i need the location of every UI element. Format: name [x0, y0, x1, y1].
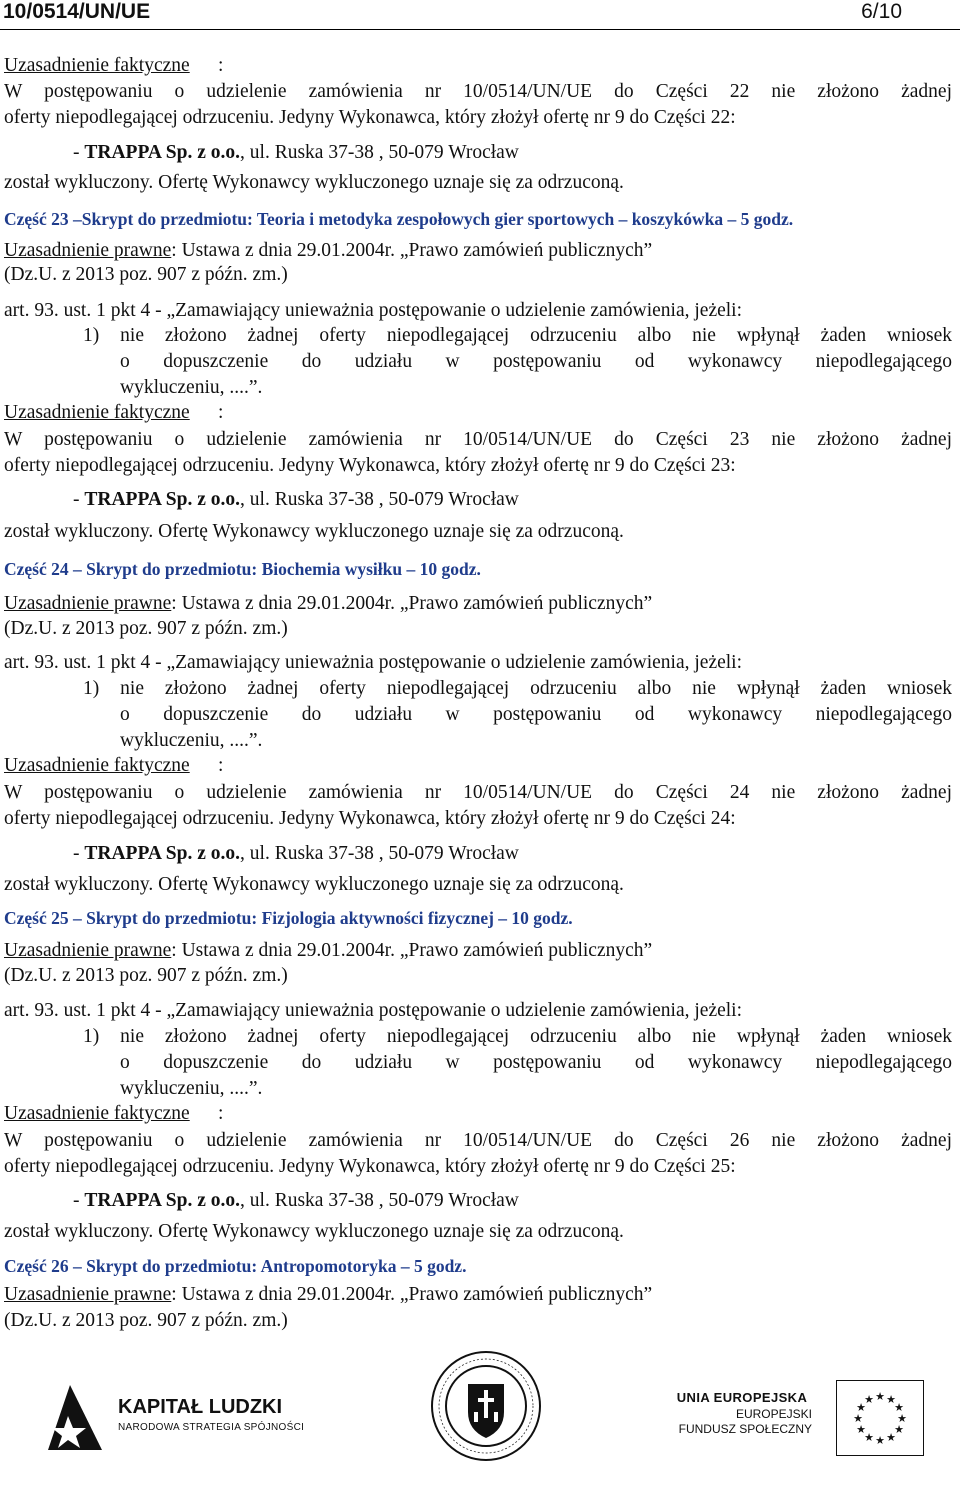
eu-text: [672, 1390, 812, 1436]
fact-text-line: oferty niepodlegającej odrzuceniu. Jedyny Wykonawca, który złożył ofertę nr 9 do Części 22:: [4, 107, 736, 128]
prawne-label: Uzasadnienie prawne: [4, 593, 172, 614]
prawne-label: Uzasadnienie prawne: [4, 1284, 172, 1305]
excluded-text: został wykluczony. Ofertę Wykonawcy wykluczonego uznaje się za odrzuconą.: [4, 1221, 624, 1242]
kl-title: KAPITAŁ LUDZKI: [118, 1396, 283, 1418]
kapital-ludzki-logo: [40, 1380, 305, 1455]
point-text-line: o dopuszczenie do udziału w postępowaniu od wykonawcy niepodlegającego: [120, 351, 952, 372]
colon: :: [218, 55, 224, 76]
contractor-line: [73, 842, 519, 866]
svg-text:★: ★: [894, 1423, 904, 1436]
fact-text-line: W postępowaniu o udzielenie zamówienia nr 10/0514/UN/UE do Części 26 nie złożono żadnej: [4, 1130, 952, 1151]
contractor-address: , ul. Ruska 37-38 , 50-079 Wrocław: [240, 1190, 519, 1211]
colon: :: [218, 1103, 224, 1124]
fact-text-line: W postępowaniu o udzielenie zamówienia nr 10/0514/UN/UE do Części 23 nie złożono żadnej: [4, 429, 952, 450]
academy-seal: [430, 1350, 542, 1462]
svg-text:★: ★: [856, 1401, 866, 1414]
colon: :: [218, 402, 224, 423]
kl-subtitle: NARODOWA STRATEGIA SPÓJNOŚCI: [118, 1422, 305, 1433]
point-text-line: 1) nie złożono żadnej oferty niepodlegającej odrzuceniu albo nie wpłynął żaden wniosek: [83, 325, 952, 346]
academy-seal-icon: [430, 1350, 542, 1462]
eu-line3: FUNDUSZ SPOŁECZNY: [678, 1422, 812, 1436]
point-text-line: wykluczeniu, ....”.: [120, 1078, 263, 1099]
colon: :: [218, 755, 224, 776]
prawne-line: [4, 1283, 652, 1307]
contractor-name: TRAPPA Sp. z o.o.: [84, 142, 241, 163]
point-text-line: wykluczeniu, ....”.: [120, 730, 263, 751]
faktyczne-label: Uzasadnienie faktyczne: [4, 1103, 190, 1124]
contractor-address: , ul. Ruska 37-38 , 50-079 Wrocław: [240, 142, 519, 163]
prawne-label: Uzasadnienie prawne: [4, 240, 172, 261]
contractor-address: , ul. Ruska 37-38 , 50-079 Wrocław: [240, 489, 519, 510]
svg-text:★: ★: [864, 1431, 874, 1444]
prawne-text: : Ustawa z dnia 29.01.2004r. „Prawo zamówień publicznych”: [171, 940, 653, 961]
eu-line2: EUROPEJSKI: [735, 1407, 812, 1421]
bullet-dash: -: [73, 843, 85, 864]
footer-logos: [0, 1350, 960, 1460]
prawne-line: [4, 592, 652, 616]
page-header: [0, 0, 960, 30]
article-text: art. 93. ust. 1 pkt 4 - „Zamawiający unieważnia postępowanie o udzielenie zamówienia, jeżeli:: [4, 652, 743, 673]
dz-u-reference: (Dz.U. z 2013 poz. 907 z późn. zm.): [4, 264, 288, 285]
contractor-address: , ul. Ruska 37-38 , 50-079 Wrocław: [240, 843, 519, 864]
point-text-line: 1) nie złożono żadnej oferty niepodlegającej odrzuceniu albo nie wpłynął żaden wniosek: [83, 678, 952, 699]
contractor-line: [73, 488, 519, 512]
faktyczne-label: Uzasadnienie faktyczne: [4, 402, 190, 423]
excluded-text: został wykluczony. Ofertę Wykonawcy wykluczonego uznaje się za odrzuconą.: [4, 874, 624, 895]
article-text: art. 93. ust. 1 pkt 4 - „Zamawiający unieważnia postępowanie o udzielenie zamówienia, jeżeli:: [4, 300, 743, 321]
faktyczne-label: Uzasadnienie faktyczne: [4, 55, 190, 76]
fact-text-line: W postępowaniu o udzielenie zamówienia nr 10/0514/UN/UE do Części 22 nie złożono żadnej: [4, 81, 952, 102]
eu-line1: UNIA EUROPEJSKA: [676, 1390, 808, 1405]
svg-text:★: ★: [875, 1434, 885, 1447]
svg-text:★: ★: [864, 1393, 874, 1406]
svg-text:★: ★: [853, 1412, 863, 1425]
eu-flag-icon: [836, 1380, 924, 1456]
prawne-line: [4, 239, 652, 263]
kapital-ludzki-logo-icon: [40, 1380, 110, 1455]
svg-text:★: ★: [856, 1423, 866, 1436]
section-heading: Część 24 – Skrypt do przedmiotu: Biochemia wysiłku – 10 godz.: [4, 559, 481, 579]
fact-text-line: oferty niepodlegającej odrzuceniu. Jedyny Wykonawca, który złożył ofertę nr 9 do Części 24:: [4, 808, 736, 829]
section-heading: Część 23 –Skrypt do przedmiotu: Teoria i metodyka zespołowych gier sportowych – koszykówka – 5 godz.: [4, 209, 794, 229]
eu-flag: [836, 1380, 924, 1456]
prawne-text: : Ustawa z dnia 29.01.2004r. „Prawo zamówień publicznych”: [171, 240, 653, 261]
bullet-dash: -: [73, 142, 85, 163]
point-text-line: o dopuszczenie do udziału w postępowaniu od wykonawcy niepodlegającego: [120, 704, 952, 725]
point-text-line: wykluczeniu, ....”.: [120, 377, 263, 398]
svg-text:★: ★: [897, 1412, 907, 1425]
prawne-line: [4, 939, 652, 963]
faktyczne-label: Uzasadnienie faktyczne: [4, 755, 190, 776]
prawne-text: : Ustawa z dnia 29.01.2004r. „Prawo zamówień publicznych”: [171, 593, 653, 614]
contractor-line: [73, 1189, 519, 1213]
document-id: 10/0514/UN/UE: [3, 0, 151, 23]
dz-u-reference: (Dz.U. z 2013 poz. 907 z późn. zm.): [4, 965, 288, 986]
contractor-name: TRAPPA Sp. z o.o.: [84, 489, 241, 510]
svg-text:★: ★: [875, 1390, 885, 1403]
excluded-text: został wykluczony. Ofertę Wykonawcy wykluczonego uznaje się za odrzuconą.: [4, 521, 624, 542]
article-text: art. 93. ust. 1 pkt 4 - „Zamawiający unieważnia postępowanie o udzielenie zamówienia, jeżeli:: [4, 1000, 743, 1021]
contractor-name: TRAPPA Sp. z o.o.: [84, 843, 241, 864]
prawne-text: : Ustawa z dnia 29.01.2004r. „Prawo zamówień publicznych”: [171, 1284, 653, 1305]
dz-u-reference: (Dz.U. z 2013 poz. 907 z późn. zm.): [4, 618, 288, 639]
excluded-text: został wykluczony. Ofertę Wykonawcy wykluczonego uznaje się za odrzuconą.: [4, 172, 624, 193]
contractor-line: [73, 141, 519, 165]
section-heading: Część 25 – Skrypt do przedmiotu: Fizjologia aktywności fizycznej – 10 godz.: [4, 908, 573, 928]
fact-text-line: oferty niepodlegającej odrzuceniu. Jedyny Wykonawca, który złożył ofertę nr 9 do Części 25:: [4, 1156, 736, 1177]
prawne-label: Uzasadnienie prawne: [4, 940, 172, 961]
bullet-dash: -: [73, 489, 85, 510]
svg-text:★: ★: [886, 1393, 896, 1406]
svg-text:★: ★: [894, 1401, 904, 1414]
point-text-line: o dopuszczenie do udziału w postępowaniu od wykonawcy niepodlegającego: [120, 1052, 952, 1073]
svg-text:★: ★: [886, 1431, 896, 1444]
bullet-dash: -: [73, 1190, 85, 1211]
fact-text-line: oferty niepodlegającej odrzuceniu. Jedyny Wykonawca, który złożył ofertę nr 9 do Części 23:: [4, 455, 736, 476]
point-text-line: 1) nie złożono żadnej oferty niepodlegającej odrzuceniu albo nie wpłynął żaden wniosek: [83, 1026, 952, 1047]
section-heading: Część 26 – Skrypt do przedmiotu: Antropomotoryka – 5 godz.: [4, 1256, 467, 1276]
page-number: 6/10: [861, 0, 902, 23]
dz-u-reference: (Dz.U. z 2013 poz. 907 z późn. zm.): [4, 1310, 288, 1331]
fact-text-line: W postępowaniu o udzielenie zamówienia nr 10/0514/UN/UE do Części 24 nie złożono żadnej: [4, 782, 952, 803]
contractor-name: TRAPPA Sp. z o.o.: [84, 1190, 241, 1211]
